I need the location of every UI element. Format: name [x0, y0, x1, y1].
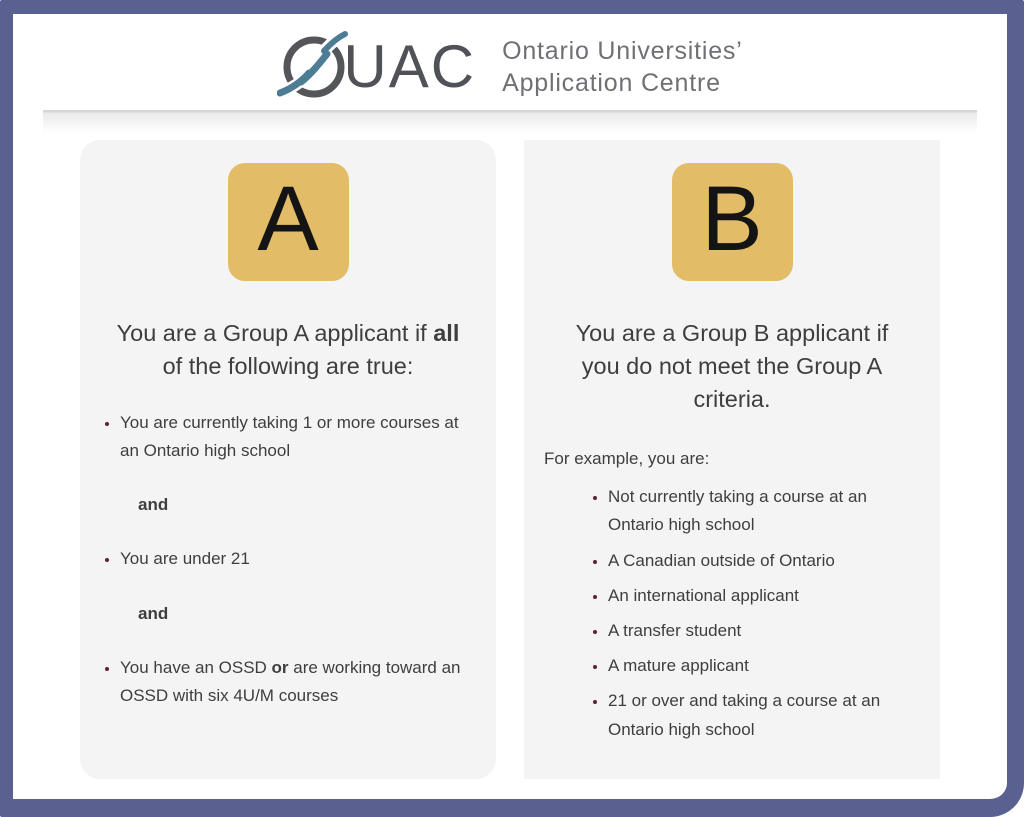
group-b-example: • 21 or over and taking a course at an Ontario high school: [608, 687, 920, 743]
header-divider: [43, 110, 977, 134]
tagline-line2: Application Centre: [502, 69, 721, 97]
tagline-line1: Ontario Universities’: [502, 37, 743, 65]
group-b-example: • A mature applicant: [608, 652, 920, 680]
group-a-criterion: • You are currently taking 1 or more courses at an Ontario high school: [120, 409, 476, 465]
group-b-intro: For example, you are:: [544, 448, 710, 468]
logo-letters: UAC: [343, 33, 477, 100]
group-a-heading: You are a Group A applicant if all of the following are true:: [116, 320, 460, 379]
header: [13, 14, 1007, 110]
group-a-badge: A: [228, 163, 349, 281]
group-b-badge: B: [672, 163, 793, 281]
logo-tagline: [502, 35, 742, 99]
group-a-card: [80, 140, 496, 779]
ouac-logo: [277, 30, 476, 105]
group-b-example: • An international applicant: [608, 582, 920, 610]
group-a-criterion: • You have an OSSD or are working toward an OSSD with six 4U/M courses: [120, 654, 476, 710]
group-a-criterion: • You are under 21: [120, 545, 476, 573]
group-b-examples-list: [544, 483, 920, 744]
and-connector: and: [138, 495, 169, 515]
group-b-example: • A Canadian outside of Ontario: [608, 547, 920, 575]
group-a-criteria-list: [100, 409, 476, 711]
applicant-groups: [13, 140, 1007, 779]
group-b-card: [524, 140, 940, 779]
ouac-ring-swoosh-icon: [277, 30, 349, 105]
and-connector: and: [138, 603, 169, 623]
group-b-heading: You are a Group B applicant if you do not meet the Group A criteria.: [575, 320, 889, 412]
group-b-example: • Not currently taking a course at an Ontario high school: [608, 483, 920, 539]
group-b-example: • A transfer student: [608, 617, 920, 645]
